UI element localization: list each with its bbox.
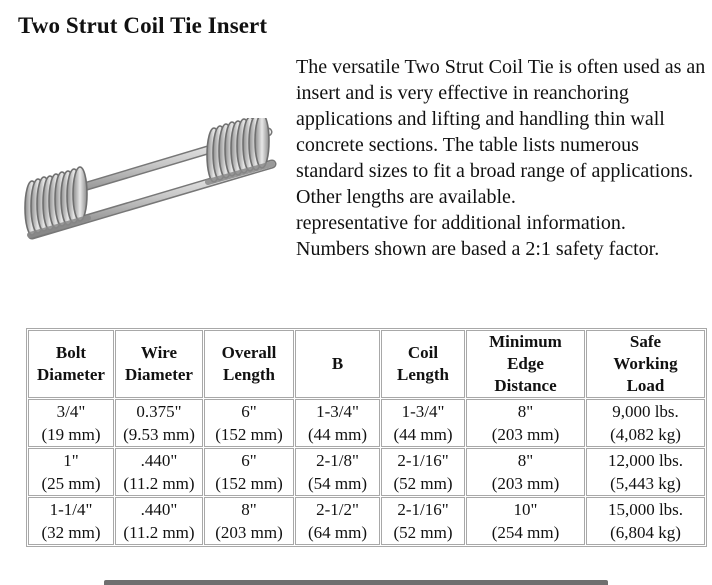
table-cell: 15,000 lbs. (6,804 kg) [586, 497, 705, 545]
header-b: B [295, 330, 380, 398]
table-cell: 10" (254 mm) [466, 497, 585, 545]
table-cell: 2-1/16" (52 mm) [381, 497, 465, 545]
table-row [28, 399, 705, 447]
table-row [28, 448, 705, 496]
product-description [296, 54, 706, 262]
table-cell: 12,000 lbs. (5,443 kg) [586, 448, 705, 496]
table-cell: 2-1/2" (64 mm) [295, 497, 380, 545]
table-cell: 1-3/4" (44 mm) [381, 399, 465, 447]
table-cell: 6" (152 mm) [204, 399, 294, 447]
table-cell: 8" (203 mm) [466, 399, 585, 447]
table-cell: 1" (25 mm) [28, 448, 114, 496]
table-cell: .440" (11.2 mm) [115, 448, 203, 496]
header-overall-length: Overall Length [204, 330, 294, 398]
table-cell: .440" (11.2 mm) [115, 497, 203, 545]
table-cell: 6" (152 mm) [204, 448, 294, 496]
table-cell: 2-1/16" (52 mm) [381, 448, 465, 496]
table-row [28, 497, 705, 545]
header-bolt-diameter: Bolt Diameter [28, 330, 114, 398]
table-cell: 9,000 lbs. (4,082 kg) [586, 399, 705, 447]
table-cell: 0.375" (9.53 mm) [115, 399, 203, 447]
table-cell: 1-1/4" (32 mm) [28, 497, 114, 545]
table-cell: 3/4" (19 mm) [28, 399, 114, 447]
header-wire-diameter: Wire Diameter [115, 330, 203, 398]
table-cell: 8" (203 mm) [466, 448, 585, 496]
page-title: Two Strut Coil Tie Insert [18, 13, 268, 38]
coil-tie-image [18, 118, 278, 248]
description-main: The versatile Two Strut Coil Tie is often used as an insert and is very effective in reanchoring applications and lifting and handling thin wall concrete sections. The table lists numerous standard sizes to fit a broad range of applications. Other lengths are available. [296, 56, 706, 208]
table-cell: 8" (203 mm) [204, 497, 294, 545]
header-minimum-edge-distance: Minimum Edge Distance [466, 330, 585, 398]
description-contact: representative for additional information. [296, 212, 626, 234]
header-coil-length: Coil Length [381, 330, 465, 398]
bottom-scroll-edge [104, 580, 608, 585]
table-cell: 1-3/4" (44 mm) [295, 399, 380, 447]
table-header-row [28, 330, 705, 398]
description-safety-note: Numbers shown are based a 2:1 safety factor. [296, 238, 660, 260]
header-safe-working-load: Safe Working Load [586, 330, 705, 398]
table-cell: 2-1/8" (54 mm) [295, 448, 380, 496]
specifications-table [26, 328, 707, 547]
